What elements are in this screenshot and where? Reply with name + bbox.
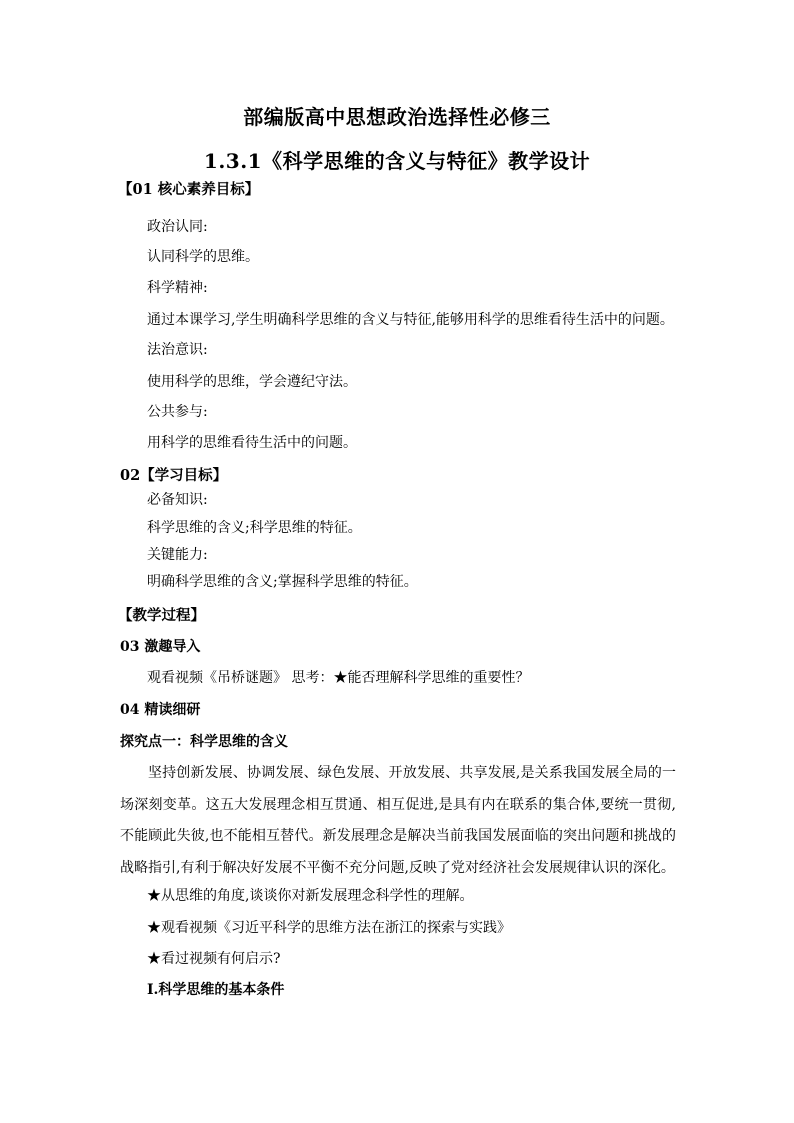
objective-label: 关键能力: [147,547,208,563]
section-01-heading: 【01 核心素养目标】 [118,181,260,198]
intro-text: 观看视频《吊桥谜题》 思考：★能否理解科学思维的重要性？ [147,670,530,686]
document-subtitle: 1.3.1《科学思维的含义与特征》教学设计 [203,149,591,173]
goal-text: 通过本课学习,学生明确科学思维的含义与特征,能够用科学的思维看待生活中的问题。 [147,312,674,328]
goal-label: 科学精神: [147,280,208,296]
inquiry-point-heading: 探究点一：科学思维的含义 [120,734,288,750]
objective-label: 必备知识: [147,492,208,508]
goal-label: 公共参与: [147,404,208,420]
objective-text: 科学思维的含义;科学思维的特征。 [147,520,362,536]
process-heading: 【教学过程】 [118,607,205,624]
case-paragraph: 坚持创新发展、协调发展、绿色发展、开放发展、共享发展,是关系我国发展全局的一场深刻变革。这五大发展理念相互贯通、相互促进,是具有内在联系的集合体,要统一贯彻,不能顾此失彼,也不能相互替代。新发展理念是解决当前我国发展面临的突出问题和挑战的战略指引,有利于解决好发展不平衡不充分问题,反映了党对经济社会发展规律认识的深化。 [120,765,676,876]
knowledge-point-heading: Ⅰ.科学思维的基本条件 [147,982,285,998]
objective-text: 明确科学思维的含义;掌握科学思维的特征。 [147,574,418,590]
goal-text: 用科学的思维看待生活中的问题。 [147,435,357,451]
question-item: ★看过视频有何启示? [147,951,281,967]
goal-text: 认同科学的思维。 [147,249,259,265]
document-title: 部编版高中思想政治选择性必修三 [243,105,551,129]
section-02-heading: 02【学习目标】 [120,467,228,484]
goal-label: 政治认同: [147,219,208,235]
question-item: ★观看视频《习近平科学的思维方法在浙江的探索与实践》 [147,920,511,936]
goal-label: 法治意识: [147,342,208,358]
goal-text: 使用科学的思维，学会遵纪守法。 [147,374,357,390]
section-04-heading: 04 精读细研 [120,702,201,718]
question-item: ★从思维的角度,谈谈你对新发展理念科学性的理解。 [147,888,474,904]
section-03-heading: 03 激趣导入 [120,639,201,655]
